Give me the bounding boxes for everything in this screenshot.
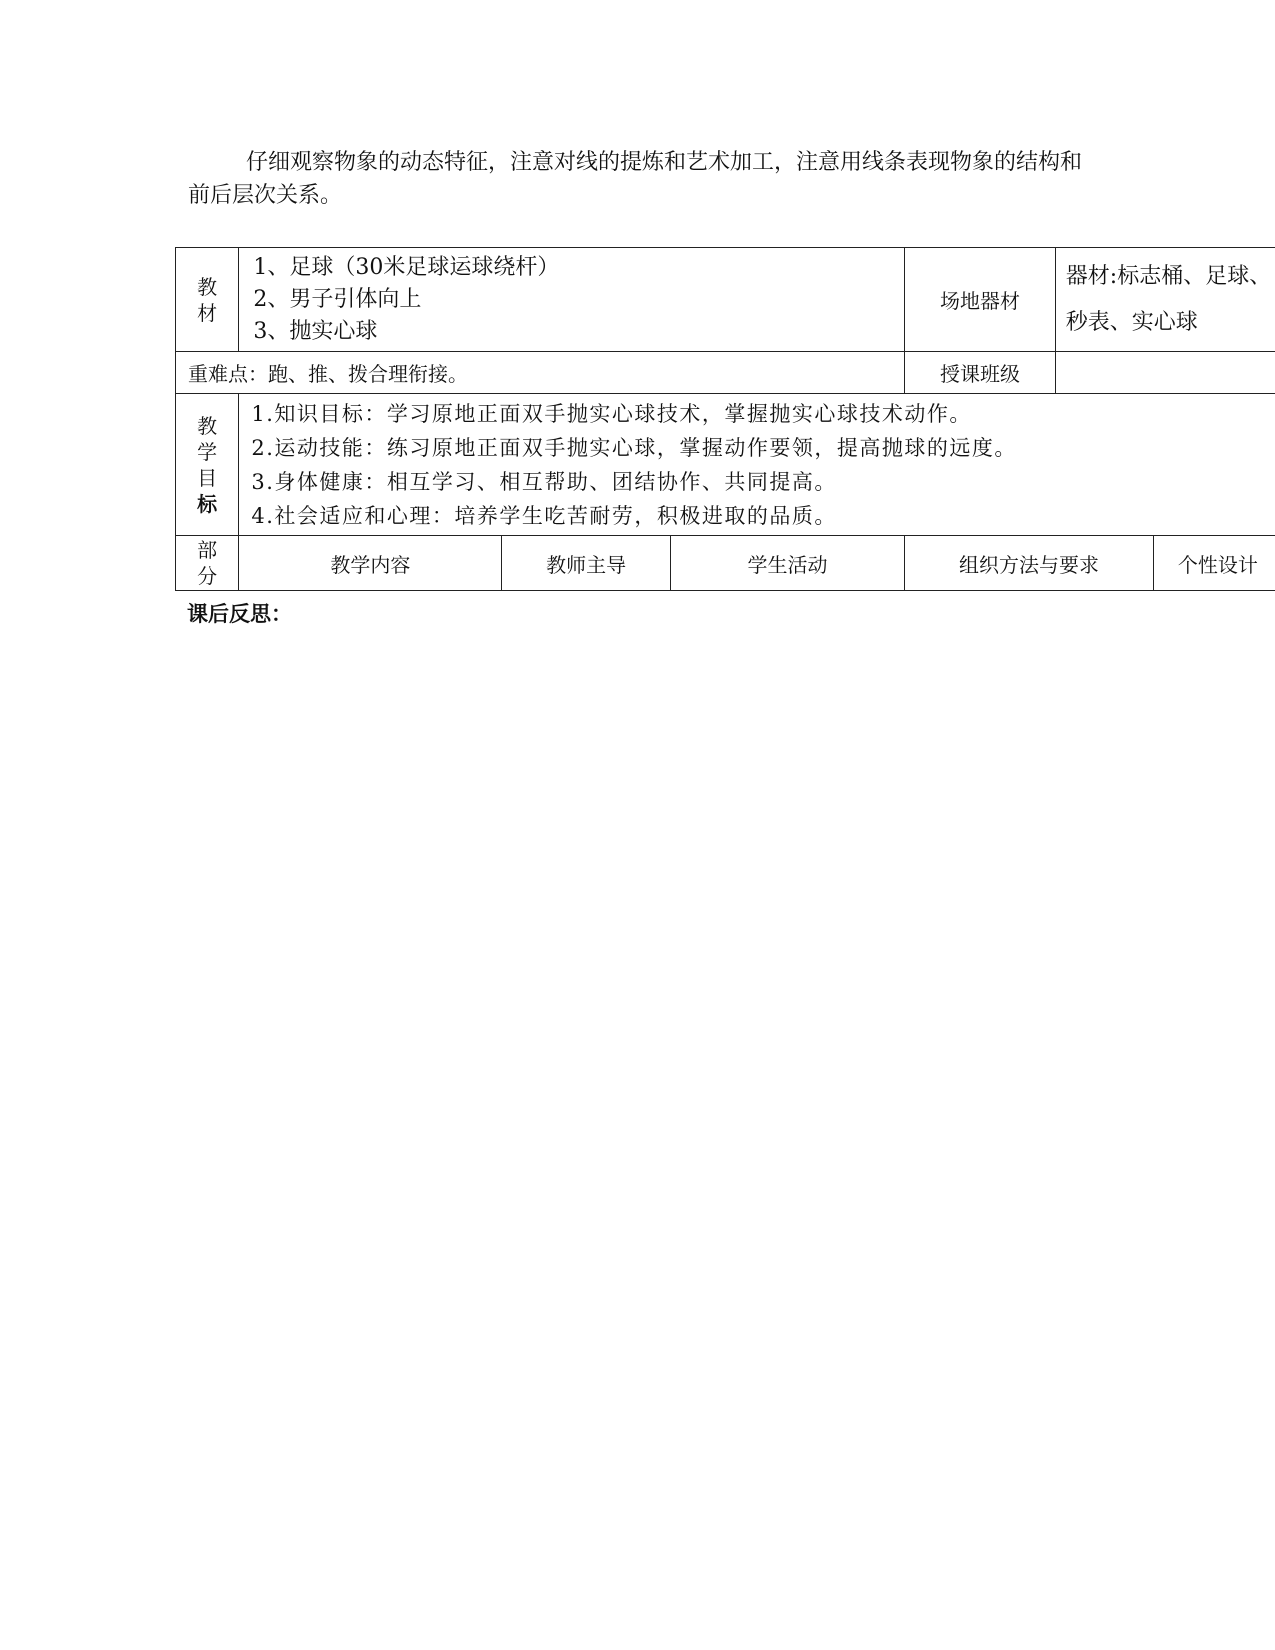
- intro-paragraph: [188, 146, 1088, 212]
- materials-list: [239, 248, 905, 352]
- header-teacher-lead: 教师主导: [502, 536, 671, 591]
- header-teaching-content: 教学内容: [239, 536, 502, 591]
- material-item: 2、男子引体向上: [253, 286, 422, 312]
- header-organization: 组织方法与要求: [905, 536, 1154, 591]
- material-item: 3、抛实心球: [253, 318, 378, 344]
- goal-item: 1.知识目标：学习原地正面双手抛实心球技术，掌握抛实心球技术动作。: [251, 401, 972, 426]
- class-value: [1055, 352, 1275, 394]
- key-points-row: [176, 352, 1275, 394]
- venue-label: 场地器材: [905, 248, 1056, 352]
- goal-item: 2.运动技能：练习原地正面双手抛实心球，掌握动作要领，提高抛球的远度。: [251, 435, 1017, 460]
- materials-row: [176, 248, 1275, 352]
- intro-text: 仔细观察物象的动态特征，注意对线的提炼和艺术加工，注意用线条表现物象的结构和前后层次关系。: [188, 150, 1083, 208]
- goals-list: [239, 394, 1275, 536]
- section-label: 部 分: [176, 536, 239, 591]
- material-item: 1、足球（30米足球运球绕杆）: [253, 254, 560, 280]
- materials-label: 教 材: [176, 248, 239, 352]
- goals-label: 教 学 目 标: [176, 394, 239, 536]
- equipment-text: 器材:标志桶、足球、秒表、实心球: [1055, 248, 1275, 352]
- goal-item: 3.身体健康：相互学习、相互帮助、团结协作、共同提高。: [251, 469, 837, 494]
- key-points: 重难点：跑、推、拨合理衔接。: [176, 352, 905, 394]
- header-personal-design: 个性设计: [1153, 536, 1275, 591]
- class-label: 授课班级: [905, 352, 1056, 394]
- header-student-activity: 学生活动: [670, 536, 904, 591]
- lesson-plan-table: [175, 247, 1275, 591]
- goals-row: [176, 394, 1275, 536]
- goal-item: 4.社会适应和心理：培养学生吃苦耐劳，积极进取的品质。: [251, 503, 837, 528]
- header-row: [176, 536, 1275, 591]
- after-class-reflection-label: 课后反思：: [187, 601, 292, 626]
